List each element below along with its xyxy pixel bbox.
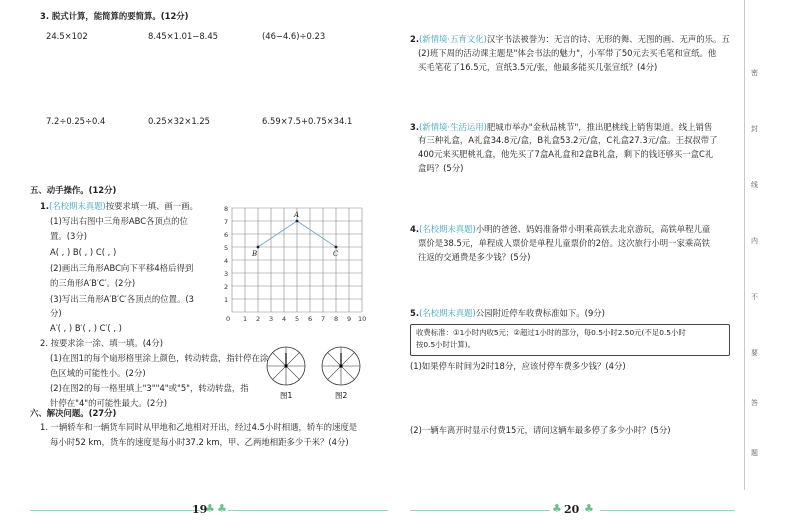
fee-line: 按0.5小时计算)。 [416, 340, 475, 349]
calc-item: 24.5×102 [46, 31, 88, 41]
leaf-icon: ♣ [205, 502, 215, 515]
spinner-figure-2 [319, 344, 369, 400]
binding-char: 密 [751, 69, 758, 77]
q1-line: 的三角形A′B′C′。(2分) [50, 278, 136, 288]
p2-line: (2)班下周的活动课主题是"体会书法的魅力"，小军带了50元去买毛笔和宣纸。他 [418, 48, 717, 58]
point-label: B [252, 250, 258, 258]
q1-line: (2)画出三角形ABC向下平移4格后得到 [50, 263, 194, 273]
x-tick: 6 [308, 315, 313, 323]
y-tick: 7 [224, 218, 229, 226]
binding-char: 线 [751, 181, 758, 189]
binding-char: 内 [751, 237, 758, 245]
y-tick: 8 [224, 205, 229, 213]
calc-item: 0.25×32×1.25 [148, 116, 210, 126]
y-tick: 4 [224, 257, 229, 265]
figure-label: 图1 [280, 391, 293, 400]
q2-line: (2)在图2的每一格里填上"3""4"或"5"，转动转盘，指 [50, 383, 249, 393]
binding-char: 要 [751, 349, 758, 357]
p4-tag: (名校期末真题) [419, 224, 476, 234]
x-tick: 8 [334, 315, 339, 323]
binding-char: 封 [751, 125, 758, 133]
leaf-icon: ♣ [584, 502, 594, 515]
footer-divider [600, 510, 735, 511]
y-tick: 3 [224, 270, 229, 278]
q1-line: 置。(3分) [50, 231, 87, 241]
point-label: A [294, 211, 300, 219]
p2-line: 买毛笔花了16.5元，宣纸3.5元/张，他最多能买几张宣纸？(4分) [418, 62, 658, 72]
q1-tag: (名校期末真题) [49, 201, 106, 211]
x-tick: 1 [243, 315, 248, 323]
y-tick: 6 [224, 231, 229, 239]
section-6-title: 六、解决问题。(27分) [30, 408, 117, 418]
y-tick: 5 [224, 244, 229, 252]
page-number: 20 [564, 503, 580, 516]
q1-line: (3)写出三角形A′B′C′各顶点的位置。(3 [50, 294, 194, 304]
footer-divider [410, 510, 550, 511]
x-tick: 9 [347, 315, 352, 323]
leaf-icon: ♣ [552, 502, 562, 515]
binding-char: 题 [751, 449, 758, 457]
p4-line: 往返的交通费是多少钱？(5分) [418, 252, 531, 262]
q1-line: A′( , ) B′( , ) C′( , ) [50, 323, 122, 333]
p4-heading: 4.(名校期末真题)小明的爸爸、妈妈准备带小明乘高铁去北京游玩，高铁单程儿童 [410, 224, 711, 234]
q2-line: 2. 按要求涂一涂、填一填。(4分) [40, 338, 164, 348]
calc-item: 8.45×1.01−8.45 [148, 31, 218, 41]
y-tick: 2 [224, 283, 229, 291]
p1-line: 1. 一辆轿车和一辆货车同时从甲地和乙地相对开出，经过4.5小时相遇，轿车的速度是 [40, 422, 358, 432]
p2-heading: 2.(新情境·五育文化)汉字书法被誉为：无言的诗、无形的舞、无图的画、无声的乐。五 [410, 34, 730, 44]
p3-line: 盒吗？(5分) [418, 163, 464, 173]
p4-line: 票价是38.5元，单程成人票价是单程儿童票价的2倍。这次旅行小明一家乘高铁 [418, 238, 710, 248]
x-tick: 4 [282, 315, 287, 323]
q1-heading: 1.(名校期末真题)按要求填一填、画一画。 [40, 201, 198, 211]
q1-line: (1)写出右图中三角形ABC各顶点的位 [50, 216, 188, 226]
x-tick: 0 [226, 315, 231, 323]
p3-tag: (新情境·生活运用) [419, 122, 487, 132]
p5-sub1: (1)如果停车时间为2时18分，应该付停车费多少钱？(4分) [410, 361, 626, 371]
p3-line: 400元来买肥桃礼盒，他先买了7盒A礼盒和2盒B礼盒，剩下的钱还够买一盒C礼 [418, 149, 714, 159]
page-number: 19 [192, 503, 208, 516]
calc-item: (46−4.6)÷0.23 [262, 31, 326, 41]
x-tick: 10 [358, 315, 367, 323]
binding-char: 答 [751, 399, 758, 407]
p1-line: 每小时52 km，货车的速度是每小时37.2 km，甲、乙两地相距多少千米？(4分) [50, 437, 349, 447]
footer-divider [30, 510, 200, 511]
calc-item: 7.2÷0.25÷0.4 [46, 116, 106, 126]
x-tick: 2 [256, 315, 261, 323]
y-tick: 1 [224, 296, 229, 304]
point-label: C [333, 250, 339, 258]
leaf-icon: ♣ [217, 502, 227, 515]
coordinate-grid [218, 198, 368, 328]
q2-line: 针停在"4"的可能性最大。(2分) [50, 398, 168, 408]
p3-heading: 3.(新情境·生活运用)肥城市举办"金秋品桃节"，推出肥桃线上销售渠道。线上销售 [410, 122, 713, 132]
x-tick: 3 [269, 315, 274, 323]
q3-title: 3. 脱式计算，能简算的要简算。(12分) [40, 11, 189, 21]
fee-line: 收费标准：①1小时内收5元；②超过1小时的部分，每0.5小时2.50元(不足0.5小时 [416, 328, 686, 337]
q1-line: 分) [50, 308, 62, 318]
p5-tag: (名校期末真题) [419, 308, 476, 318]
footer-divider [228, 510, 388, 511]
p5-sub2: (2)一辆车离开时显示付费15元，请问这辆车最多停了多少小时？(5分) [410, 425, 671, 435]
section-5-title: 五、动手操作。(12分) [30, 185, 117, 195]
x-tick: 5 [295, 315, 300, 323]
x-tick: 7 [321, 315, 326, 323]
p2-tag: (新情境·五育文化) [419, 34, 487, 44]
q1-line: A( , ) B( , ) C( , ) [50, 247, 117, 257]
figure-label: 图2 [335, 391, 348, 400]
binding-line [744, 0, 745, 490]
spinner-figure-1 [264, 344, 314, 400]
q2-line: 色区域的可能性小。(2分) [50, 368, 146, 378]
q2-line: (1)在图1的每个扇形格里涂上颜色，转动转盘，指针停在涂 [50, 353, 269, 363]
calc-item: 6.59×7.5+0.75×34.1 [262, 116, 353, 126]
p5-heading: 5.(名校期末真题)公园附近停车收费标准如下。(9分) [410, 308, 605, 318]
p3-line: 有三种礼盒，A礼盒34.8元/盒，B礼盒53.2元/盒，C礼盒27.3元/盒。王叔叔带了 [418, 135, 718, 145]
binding-char: 不 [751, 293, 758, 301]
